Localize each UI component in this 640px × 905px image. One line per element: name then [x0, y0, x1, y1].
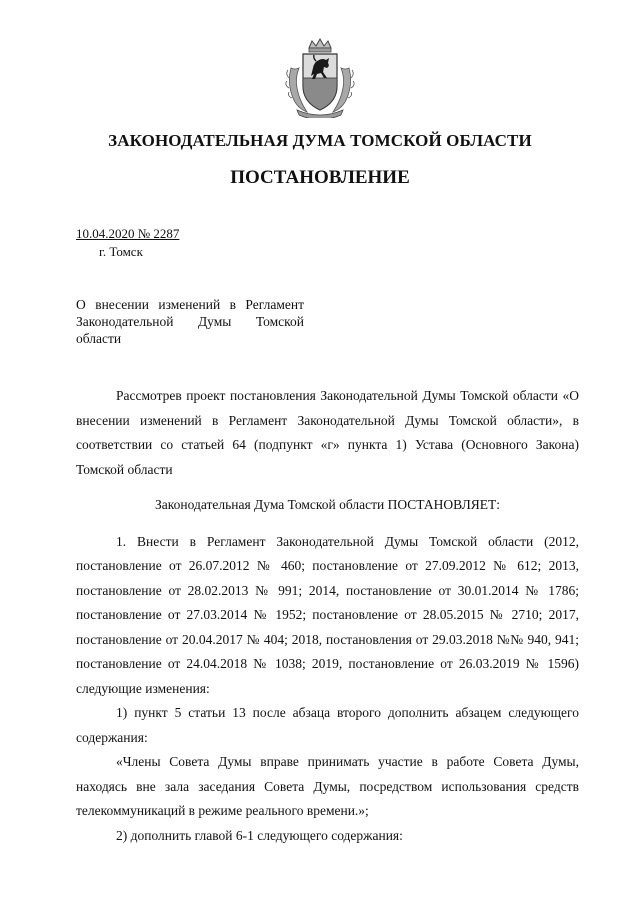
document-city: г. Томск [99, 244, 143, 259]
resolution-line: Законодательная Дума Томской области ПОСТАНОВЛЯЕТ: [154, 497, 501, 512]
organization-title: ЗАКОНОДАТЕЛЬНАЯ ДУМА ТОМСКОЙ ОБЛАСТИ [108, 131, 532, 150]
body-paragraph: «Члены Совета Думы вправе принимать участие в работе Совета Думы, находясь вне зала заседания Совета Думы, посредством использования средств телекоммуникаций в режиме реального времени.»; [76, 754, 579, 818]
document-date-number: 10.04.2020 № 2287 [76, 226, 180, 241]
document-type-heading: ПОСТАНОВЛЕНИЕ [230, 167, 410, 188]
document-subject: О внесении изменений в Регламент Законодательной Думы Томской области [76, 297, 304, 346]
preamble-paragraph: Рассмотрев проект постановления Законодательной Думы Томской области «О внесении изменений в Регламент Законодательной Думы Томской области», в соответствии со статьей 64 (подпункт «г» пункта 1) Устава (Основного Закона) Томской области [76, 388, 579, 477]
body-paragraph: 1. Внести в Регламент Законодательной Думы Томской области (2012, постановление от 26.07.2012 № 460; постановление от 27.09.2012 № 612; 2013, постановление от 28.02.2013 № 991; 2014, постановление от 30.01.2014 № 1786; постановление от 27.03.2014 № 1952; постановление от 28.05.2015 № 2710; 2017, постановление от 20.04.2017 № 404; 2018, постановления от 29.03.2018 №№ 940, 941; постановление от 24.04.2018 № 1038; 2019, постановление от 26.03.2019 № 1596) следующие изменения: [76, 533, 579, 696]
document-body [76, 384, 579, 848]
coat-of-arms-icon [283, 38, 357, 118]
body-paragraph: 1) пункт 5 статьи 13 после абзаца второго дополнить абзацем следующего содержания: [76, 705, 579, 745]
body-paragraph: 2) дополнить главой 6-1 следующего содержания: [116, 827, 403, 843]
